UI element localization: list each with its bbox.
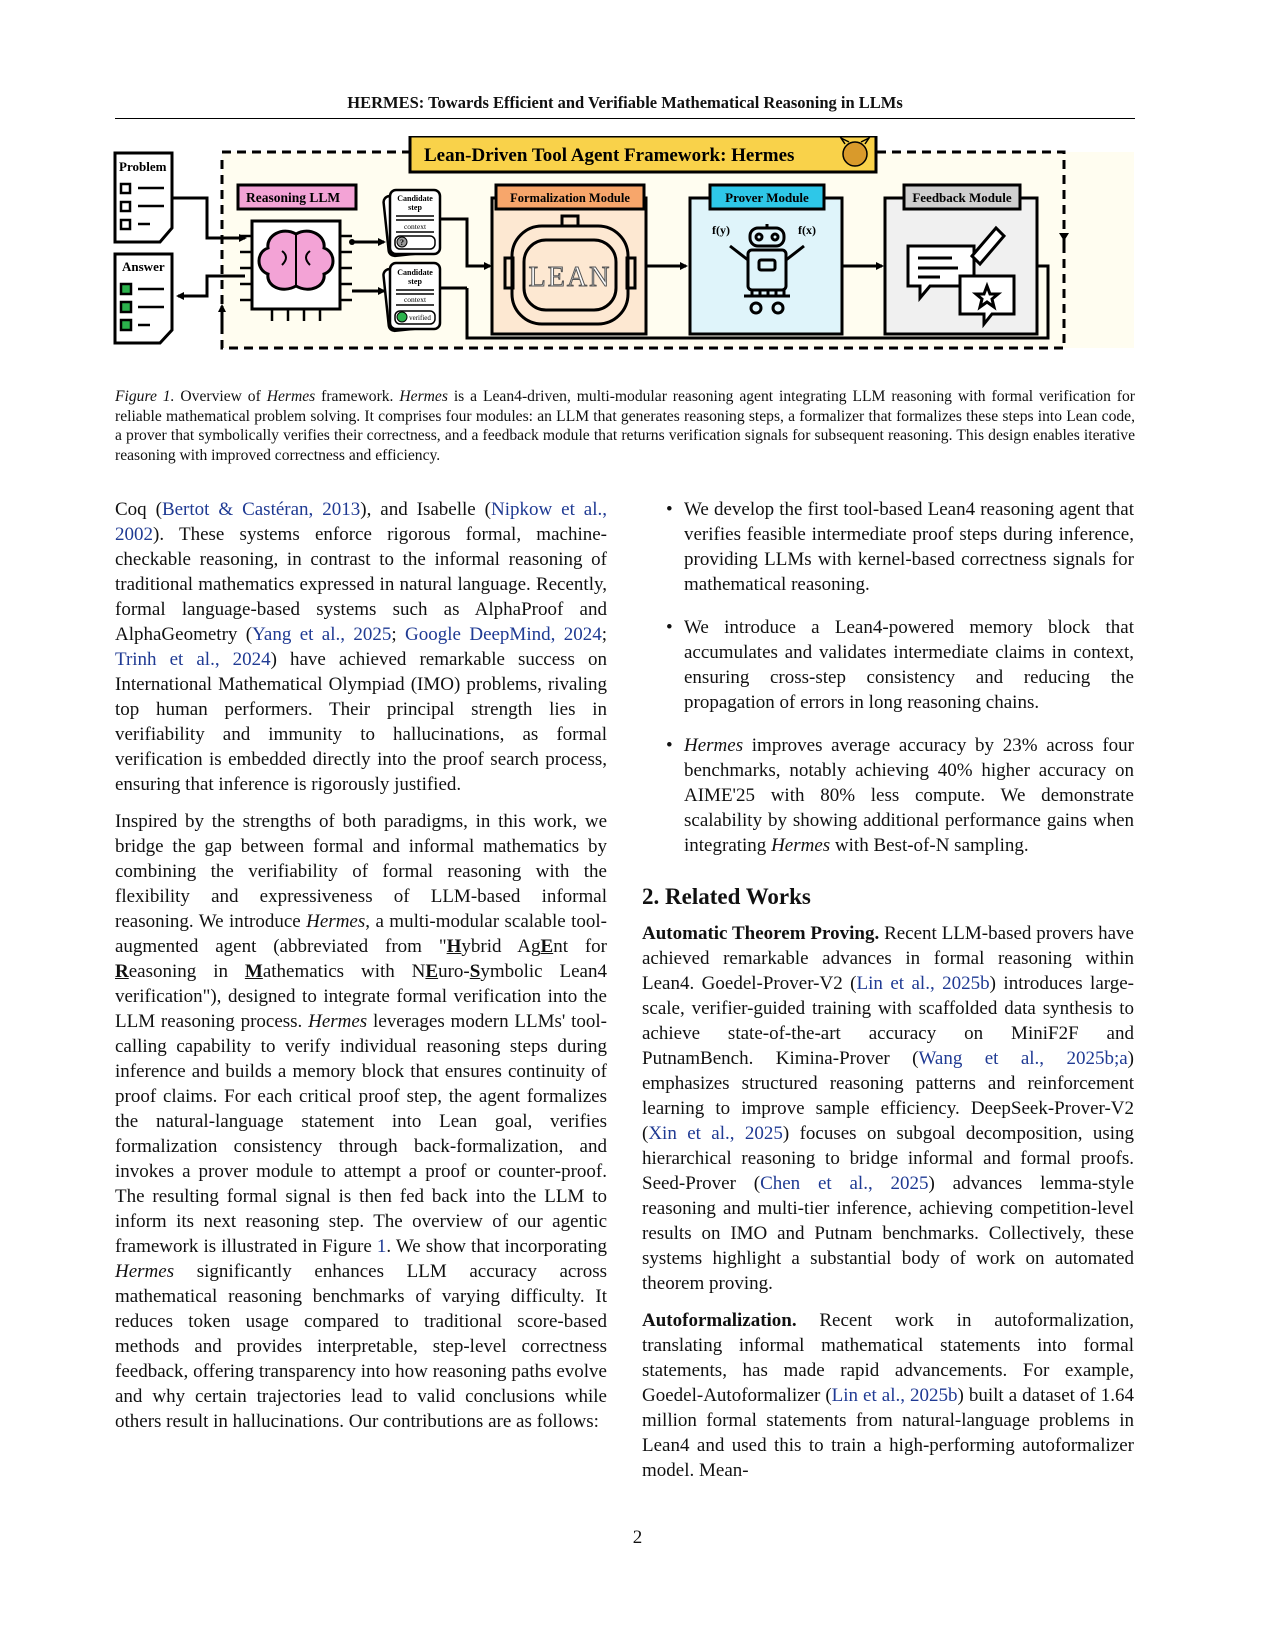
run-in-heading: Automatic Theorem Proving. [642, 923, 880, 944]
text: ybrid Ag [461, 936, 541, 957]
left-paragraph-1 [115, 497, 607, 797]
text: Inspired by the strengths of both paradigms, in this work, we bridge the gap between formal and informal mathematics by combining the verifiability of formal reasoning with the flexibility and expressiveness of LLM-based informal reasoning. We introduce [115, 811, 607, 932]
acronym-letter: R [115, 961, 129, 982]
candidate-bottom-line2: step [408, 277, 422, 286]
text: ) focuses on subgoal decomposition, using hierarchical reasoning to bridge informal and formal proofs. Seed-Prover ( [642, 1123, 1134, 1194]
contributions-list [642, 497, 1134, 858]
text: nt for [553, 936, 608, 957]
prover-module-label: Prover Module [725, 190, 809, 205]
citation-link[interactable]: Wang et al., 2025b;a [918, 1048, 1128, 1069]
citation-link[interactable]: Lin et al., 2025b [831, 1385, 958, 1406]
hermes-name: Hermes [306, 911, 366, 932]
caption-hermes-2: Hermes [399, 388, 448, 405]
text: with Best-of-N sampling. [830, 835, 1029, 856]
text: athematics with N [262, 961, 426, 982]
citation-link[interactable]: Yang et al., 2025 [252, 624, 392, 645]
run-in-heading: Autoformalization. [642, 1310, 797, 1331]
candidate-bottom-context: context [403, 295, 427, 304]
text: Recent LLM-based provers have achieved remarkable advances in formal reasoning within Lean4. Goedel-Prover-V2 ( [642, 923, 1134, 994]
text: , a multi-modular scalable tool-augmented agent (abbreviated from " [115, 911, 607, 957]
problem-label: Problem [119, 159, 167, 174]
acronym-letter: S [469, 961, 481, 982]
candidate-top-line2: step [408, 203, 422, 212]
candidate-top-context: context [403, 222, 427, 231]
contribution-item [642, 615, 1134, 715]
text: . We show that incorporating [386, 1236, 608, 1257]
caption-text-1: Overview of [174, 388, 267, 405]
figure-ref-link[interactable]: 1 [376, 1236, 387, 1257]
citation-link[interactable]: Bertot & Castéran, 2013 [161, 499, 361, 520]
hermes-name: Hermes [771, 835, 831, 856]
text: leverages modern LLMs' tool-calling capability to verify individual reasoning steps during inference and builds a memory block that ensures continuity of proof claims. For each critical proof step, the agent formalizes the natural-language statement into Lean goal, verifies formalization consistency through back-formalization, and invokes a prover module to attempt a proof or counter-proof. The resulting formal signal is then fed back into the LLM to inform its next reasoning step. The overview of our agentic framework is illustrated in Figure [115, 1011, 607, 1257]
text: We introduce a Lean4-powered memory block that accumulates and validates intermediate claims in context, ensuring cross-step consistency and reducing the propagation of errors in long reasoning chains. [684, 617, 1134, 713]
text: easoning in [128, 961, 245, 982]
figure-caption [115, 387, 1135, 465]
acronym-letter: H [446, 936, 462, 957]
running-head: HERMES: Towards Efficient and Verifiable Mathematical Reasoning in LLMs [347, 93, 903, 112]
hermes-name: Hermes [308, 1011, 368, 1032]
acronym-letter: M [244, 961, 263, 982]
left-column [115, 497, 607, 1446]
citation-link[interactable]: Google DeepMind, 2024 [405, 624, 602, 645]
text: ) advances lemma-style reasoning and multi-tier inference, achieving competition-level results on IMO and Putnam benchmarks. Collectively, these systems highlight a substantial body of work on automated theorem proving. [642, 1173, 1134, 1294]
hermes-mascot-icon [843, 142, 867, 166]
citation-link[interactable]: Trinh et al., 2024 [115, 649, 271, 670]
svg-text:?: ? [400, 238, 404, 247]
caption-hermes-1: Hermes [266, 388, 316, 405]
acronym-letter: E [540, 936, 554, 957]
right-column [642, 497, 1134, 1495]
acronym-letter: E [425, 961, 439, 982]
autoformalization-paragraph [642, 1308, 1134, 1483]
contribution-item [642, 497, 1134, 597]
formalization-module-label: Formalization Module [510, 191, 630, 205]
hermes-name: Hermes [115, 1261, 175, 1282]
text: ) have achieved remarkable success on International Mathematical Olympiad (IMO) problems, rivaling top human performers. Their principal strength lies in verifiability and immunity to hallucinations, as formal verification is embedded directly into the proof search process, ensuring that inference is rigorously justified. [115, 649, 607, 795]
left-paragraph-2 [115, 809, 607, 1434]
text: ) built a dataset of 1.64 million formal statements from natural-language problems in Lean4 and used this to train a high-performing autoformalizer model. Mean- [642, 1385, 1135, 1481]
text: Coq ( [115, 499, 162, 520]
citation-link[interactable]: Nipkow et al., 2002 [115, 499, 608, 545]
feedback-module-label: Feedback Module [912, 190, 1012, 205]
text: ) emphasizes structured reasoning patterns and reinforcement learning to improve sample efficiency. DeepSeek-Prover-V2 ( [642, 1048, 1134, 1144]
candidate-step-top [383, 190, 440, 256]
caption-text-3: is a Lean4-driven, multi-modular reasoning agent integrating LLM reasoning with formal verification for reliable mathematical problem solving. It comprises four modules: an LLM that generates reasoning steps, a formalizer that formalizes these steps into Lean code, a prover that symbolically verifies their correctness, and a feedback module that returns verification signals for subsequent reasoning. This design enables iterative reasoning with improved correctness and efficiency. [115, 388, 1135, 464]
text: ; [391, 624, 406, 645]
text: ). These systems enforce rigorous formal, machine-checkable reasoning, in contrast to the informal reasoning of traditional mathematics expressed in natural language. Recently, formal language-based systems such as AlphaProof and AlphaGeometry ( [115, 524, 607, 645]
citation-link[interactable]: Lin et al., 2025b [856, 973, 990, 994]
answer-label: Answer [122, 259, 165, 274]
text: Recent work in autoformalization, translating informal mathematical statements into formal statements, has made rapid advancements. For example, Goedel-Autoformalizer ( [642, 1310, 1134, 1406]
text: ; [601, 624, 608, 645]
f-x-label: f(x) [798, 223, 816, 237]
text: significantly enhances LLM accuracy across mathematical reasoning benchmarks of varying difficulty. It reduces token usage compared to traditional score-based methods and provides interpretable, step-level correctness feedback, offering transparency into how reasoning paths evolve and why certain trajectories lead to valid conclusions while others result in hallucinations. Our contributions are as follows: [115, 1261, 607, 1432]
candidate-step-bottom [383, 263, 440, 331]
header-rule [115, 118, 1135, 119]
framework-figure [112, 136, 1138, 372]
verified-label: verified [409, 314, 431, 322]
text: ), and Isabelle ( [360, 499, 491, 520]
section-heading: 2. Related Works [642, 884, 811, 909]
text: improves average accuracy by 23% across four benchmarks, notably achieving 40% higher accuracy on AIME'25 with 80% less compute. We demonstrate scalability by showing additional performance gains when integrating [684, 735, 1134, 856]
atp-paragraph [642, 921, 1134, 1296]
citation-link[interactable]: Xin et al., 2025 [648, 1123, 783, 1144]
hermes-name: Hermes [684, 735, 744, 756]
text: uro- [438, 961, 470, 982]
caption-text-2: framework. [315, 388, 400, 405]
banner-title: Lean-Driven Tool Agent Framework: Hermes [424, 145, 795, 166]
candidate-top-line1: Candidate [397, 194, 433, 203]
citation-link[interactable]: Chen et al., 2025 [760, 1173, 929, 1194]
caption-label: Figure 1. [115, 388, 175, 405]
prover-module-box [690, 198, 842, 334]
page-number: 2 [632, 1527, 643, 1548]
f-y-label: f(y) [712, 223, 730, 237]
lean-logo: LEAN [528, 262, 612, 293]
reasoning-llm-label: Reasoning LLM [246, 190, 341, 205]
text: ymbolic Lean4 verification"), designed to integrate formal verification into the LLM reasoning process. [115, 961, 607, 1032]
text: We develop the first tool-based Lean4 reasoning agent that verifies feasible intermediate proof steps during inference, providing LLMs with kernel-based correctness signals for mathematical reasoning. [684, 499, 1134, 595]
candidate-bottom-line1: Candidate [397, 268, 433, 277]
verified-check-icon [397, 312, 407, 322]
text: ) introduces large-scale, verifier-guided training with scaffolded data synthesis to achieve state-of-the-art accuracy on MiniF2F and PutnamBench. Kimina-Prover ( [642, 973, 1134, 1069]
contribution-item [642, 733, 1134, 858]
